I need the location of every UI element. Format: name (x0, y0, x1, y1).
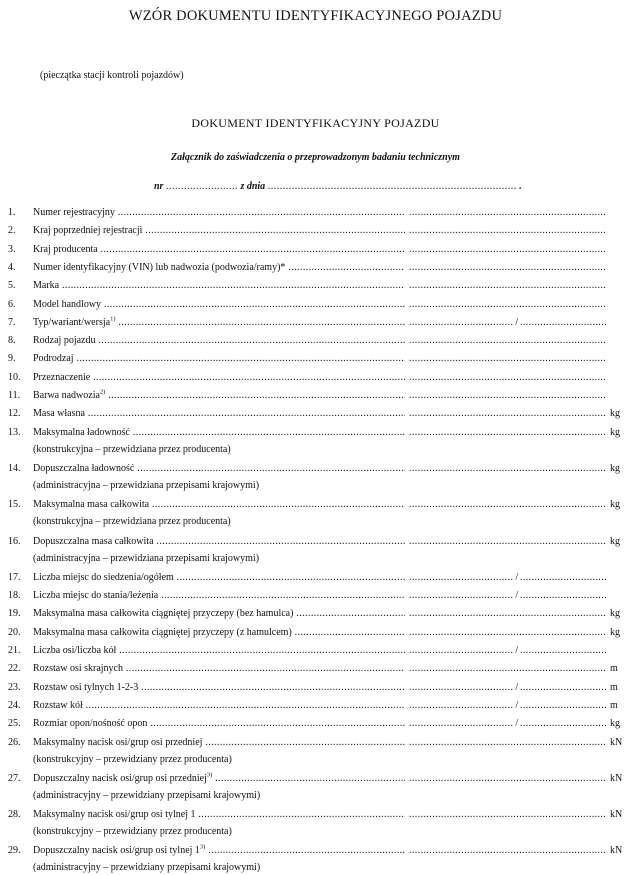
row-label-text: Numer rejestracyjny (33, 207, 115, 218)
annex-caption: Załącznik do zaświadczenia o przeprowadzonym badaniu technicznym (171, 152, 460, 163)
row-unit: m (610, 663, 618, 675)
row-number: 26. (8, 736, 21, 748)
row-number: 2. (8, 225, 16, 237)
form-row (0, 844, 631, 874)
row-value-field[interactable] (409, 844, 607, 858)
row-value-field[interactable]: ..... /..... (409, 644, 607, 658)
row-value-field[interactable] (409, 498, 607, 512)
row-value-field[interactable] (409, 371, 607, 385)
row-label (33, 243, 405, 257)
row-unit: kg (610, 462, 620, 474)
row-number: 25. (8, 718, 21, 730)
row-value-field[interactable]: ..... /..... (409, 717, 607, 731)
date-label: z dnia (240, 181, 266, 192)
row-label (33, 298, 405, 312)
row-label (33, 626, 405, 640)
stamp-note: (pieczątka stacji kontroli pojazdów) (40, 70, 184, 81)
row-number: 9. (8, 353, 16, 365)
row-value-field[interactable]: ..... /..... (409, 699, 607, 713)
row-label-text: Rozstaw osi skrajnych (33, 663, 123, 675)
row-unit: m (610, 681, 618, 693)
form-row (0, 261, 631, 277)
row-number: 6. (8, 298, 16, 310)
form-row (0, 298, 631, 314)
row-value-field[interactable] (409, 224, 607, 238)
row-value-field[interactable] (409, 298, 607, 312)
row-value-field[interactable] (409, 808, 607, 822)
row-label (33, 316, 405, 330)
form-row (0, 371, 631, 387)
form-row (0, 626, 631, 642)
row-label-text: Typ/wariant/wersja (33, 316, 111, 328)
row-label (33, 589, 405, 603)
row-label-text: Numer identyfikacyjny (VIN) lub nadwozia (podwozia/ramy)* (33, 261, 286, 273)
row-label-text: Rozstaw osi tylnych 1-2-3 (33, 681, 139, 693)
row-value-field[interactable] (409, 243, 607, 257)
row-number: 3. (8, 243, 16, 255)
row-number: 1. (8, 207, 16, 218)
row-label (33, 571, 405, 585)
row-unit: kg (610, 408, 620, 420)
row-label-text: Dopuszczalna masa całkowita (33, 535, 154, 547)
footnote-marker: 3) (199, 844, 206, 852)
row-unit: kN (610, 845, 623, 857)
form-row (0, 662, 631, 678)
form-row (0, 771, 631, 801)
form-row (0, 407, 631, 423)
row-label (33, 535, 405, 549)
page-title: WZÓR DOKUMENTU IDENTYFIKACYJNEGO POJAZDU (128, 8, 503, 24)
form-row (0, 717, 631, 733)
row-label (33, 462, 405, 476)
row-unit: kN (610, 772, 623, 784)
form-row (0, 699, 631, 715)
row-label-text: Barwa nadwozia (33, 390, 100, 401)
row-number: 23. (8, 681, 21, 693)
row-label (33, 736, 405, 750)
row-label-text: Maksymalny nacisk osi/grup osi tylnej 1 (33, 809, 196, 821)
row-number: 19. (8, 608, 21, 620)
row-label-text: Masa własna (33, 408, 85, 420)
row-sublabel: (administracyjna – przewidziana przepisami krajowymi) (33, 552, 260, 564)
row-value-field[interactable] (409, 462, 607, 476)
row-value-field[interactable] (409, 426, 607, 440)
form-row (0, 279, 631, 295)
form-row (0, 808, 631, 838)
row-label (33, 699, 405, 713)
row-label (33, 717, 405, 731)
row-number: 7. (8, 316, 16, 328)
form-row (0, 316, 631, 332)
row-label (33, 844, 405, 858)
row-number: 4. (8, 261, 16, 273)
form-row (0, 389, 631, 405)
row-label-text: Kraj poprzedniej rejestracji (33, 225, 143, 237)
row-value-field[interactable] (409, 206, 607, 220)
row-number: 5. (8, 280, 16, 292)
row-unit: kg (610, 608, 620, 620)
document-title: DOKUMENT IDENTYFIKACYJNY POJAZDU (191, 116, 440, 130)
row-number: 14. (8, 462, 21, 474)
row-label-text: Podrodzaj (33, 353, 74, 365)
row-unit: kg (610, 718, 620, 730)
footnote-marker: 3) (206, 771, 213, 779)
row-label-text: Maksymalna masa całkowita ciągniętej przyczepy (z hamulcem) (33, 626, 292, 638)
row-number: 10. (8, 371, 21, 383)
row-number: 28. (8, 809, 21, 821)
row-value-field[interactable]: ..... /..... (409, 571, 607, 585)
row-label-text: Maksymalna masa całkowita (33, 499, 150, 511)
row-label-text: Marka (33, 280, 60, 292)
row-label-text: Dopuszczalny nacisk osi/grup osi przedniej (33, 772, 207, 784)
row-sublabel: (konstrukcyjny – przewidziany przez producenta) (33, 826, 232, 838)
row-sublabel: (konstrukcyjny – przewidziany przez producenta) (33, 753, 232, 765)
form-row (0, 607, 631, 623)
row-sublabel: (konstrukcyjna – przewidziana przez producenta) (33, 516, 231, 528)
form-row (0, 243, 631, 259)
row-label (33, 662, 405, 676)
row-label (33, 371, 405, 385)
row-unit: kN (610, 736, 623, 748)
row-label (33, 224, 405, 238)
row-number: 18. (8, 590, 21, 602)
row-label (33, 681, 405, 695)
row-label-text: Rozstaw kół (33, 699, 83, 711)
row-label (33, 607, 405, 621)
row-label (33, 772, 405, 786)
row-label (33, 279, 405, 293)
row-number: 27. (8, 772, 21, 784)
row-label-text: Maksymalna masa całkowita ciągniętej przyczepy (bez hamulca) (33, 608, 294, 620)
row-value-field[interactable] (409, 662, 607, 676)
form-row (0, 644, 631, 660)
row-unit: kg (610, 426, 620, 438)
form-row (0, 589, 631, 605)
row-number: 13. (8, 426, 21, 438)
row-label-text: Maksymalna ładowność (33, 426, 130, 438)
row-label-text: Rozmiar opon/nośność opon (33, 718, 148, 730)
row-label (33, 808, 405, 822)
date-field[interactable]: ................................................................................... (267, 181, 517, 192)
row-value-field[interactable] (409, 279, 607, 293)
form-row (0, 535, 631, 564)
row-number: 22. (8, 663, 21, 675)
footnote-marker: 1) (110, 315, 116, 323)
row-unit: m (610, 699, 618, 711)
footnote-marker: 2) (99, 389, 106, 396)
row-label (33, 644, 405, 658)
row-unit: kN (610, 809, 623, 821)
row-value-field[interactable] (409, 389, 607, 403)
row-value-field[interactable]: ..... /..... (409, 681, 607, 695)
row-label-text: Liczba miejsc do siedzenia/ogółem (33, 571, 174, 583)
row-number: 11. (8, 390, 21, 401)
row-label (33, 206, 405, 220)
row-value-field[interactable] (409, 261, 607, 275)
form-row (0, 736, 631, 765)
row-unit: kg (610, 499, 620, 511)
row-unit: kg (610, 626, 620, 638)
form-row (0, 498, 631, 528)
row-label-text: Przeznaczenie (33, 371, 91, 383)
row-number: 20. (8, 626, 21, 638)
row-sublabel: (administracyjna – przewidziana przepisami krajowymi) (33, 479, 260, 491)
row-label-text: Kraj producenta (33, 243, 98, 255)
row-label (33, 389, 405, 403)
form-row (0, 206, 631, 222)
row-sublabel: (administracyjny – przewidziany przepisami krajowymi) (33, 862, 261, 874)
row-value-field[interactable] (409, 607, 607, 621)
row-label-text: Maksymalny nacisk osi/grup osi przedniej (33, 736, 203, 748)
row-value-field[interactable] (409, 407, 607, 421)
nr-field[interactable]: ........................ (165, 181, 238, 192)
number-date-line: nr ........................ z dnia ................................................................................... . (154, 181, 522, 192)
form-row (0, 571, 631, 587)
row-label (33, 261, 405, 275)
row-value-field[interactable] (409, 626, 607, 640)
row-label-text: Dopuszczalny nacisk osi/grup osi tylnej 1 (33, 845, 200, 857)
row-value-field[interactable]: ..... /..... (409, 316, 607, 330)
form-row (0, 334, 631, 350)
row-value-field[interactable] (409, 352, 607, 366)
form-row (0, 224, 631, 240)
row-sublabel: (administracyjny – przewidziany przepisami krajowymi) (33, 789, 261, 801)
row-label-text: Liczba osi/liczba kół (33, 645, 117, 656)
row-label-text: Rodzaj pojazdu (33, 335, 96, 347)
row-label (33, 498, 405, 512)
nr-label: nr (154, 181, 164, 192)
row-value-field[interactable]: ..... /..... (409, 589, 607, 603)
row-label (33, 407, 405, 421)
row-label (33, 334, 405, 348)
row-number: 15. (8, 499, 21, 511)
row-value-field[interactable] (409, 535, 607, 549)
row-number: 24. (8, 699, 21, 711)
form-row (0, 681, 631, 697)
row-label-text: Dopuszczalna ładowność (33, 462, 135, 474)
row-label-text: Model handlowy (33, 298, 102, 310)
row-label (33, 426, 405, 440)
form-row (0, 352, 631, 368)
form-row (0, 426, 631, 455)
row-sublabel: (konstrukcyjna – przewidziana przez producenta) (33, 443, 231, 455)
row-number: 29. (8, 845, 21, 857)
row-number: 21. (8, 645, 21, 656)
row-number: 8. (8, 335, 16, 347)
row-number: 17. (8, 571, 21, 583)
row-label (33, 352, 405, 366)
form-row (0, 462, 631, 491)
row-value-field[interactable] (409, 334, 607, 348)
row-unit: kg (610, 535, 620, 547)
row-value-field[interactable] (409, 736, 607, 750)
row-label-text: Liczba miejsc do stania/leżenia (33, 590, 159, 602)
row-value-field[interactable] (409, 772, 607, 786)
row-number: 16. (8, 535, 21, 547)
row-number: 12. (8, 408, 21, 420)
